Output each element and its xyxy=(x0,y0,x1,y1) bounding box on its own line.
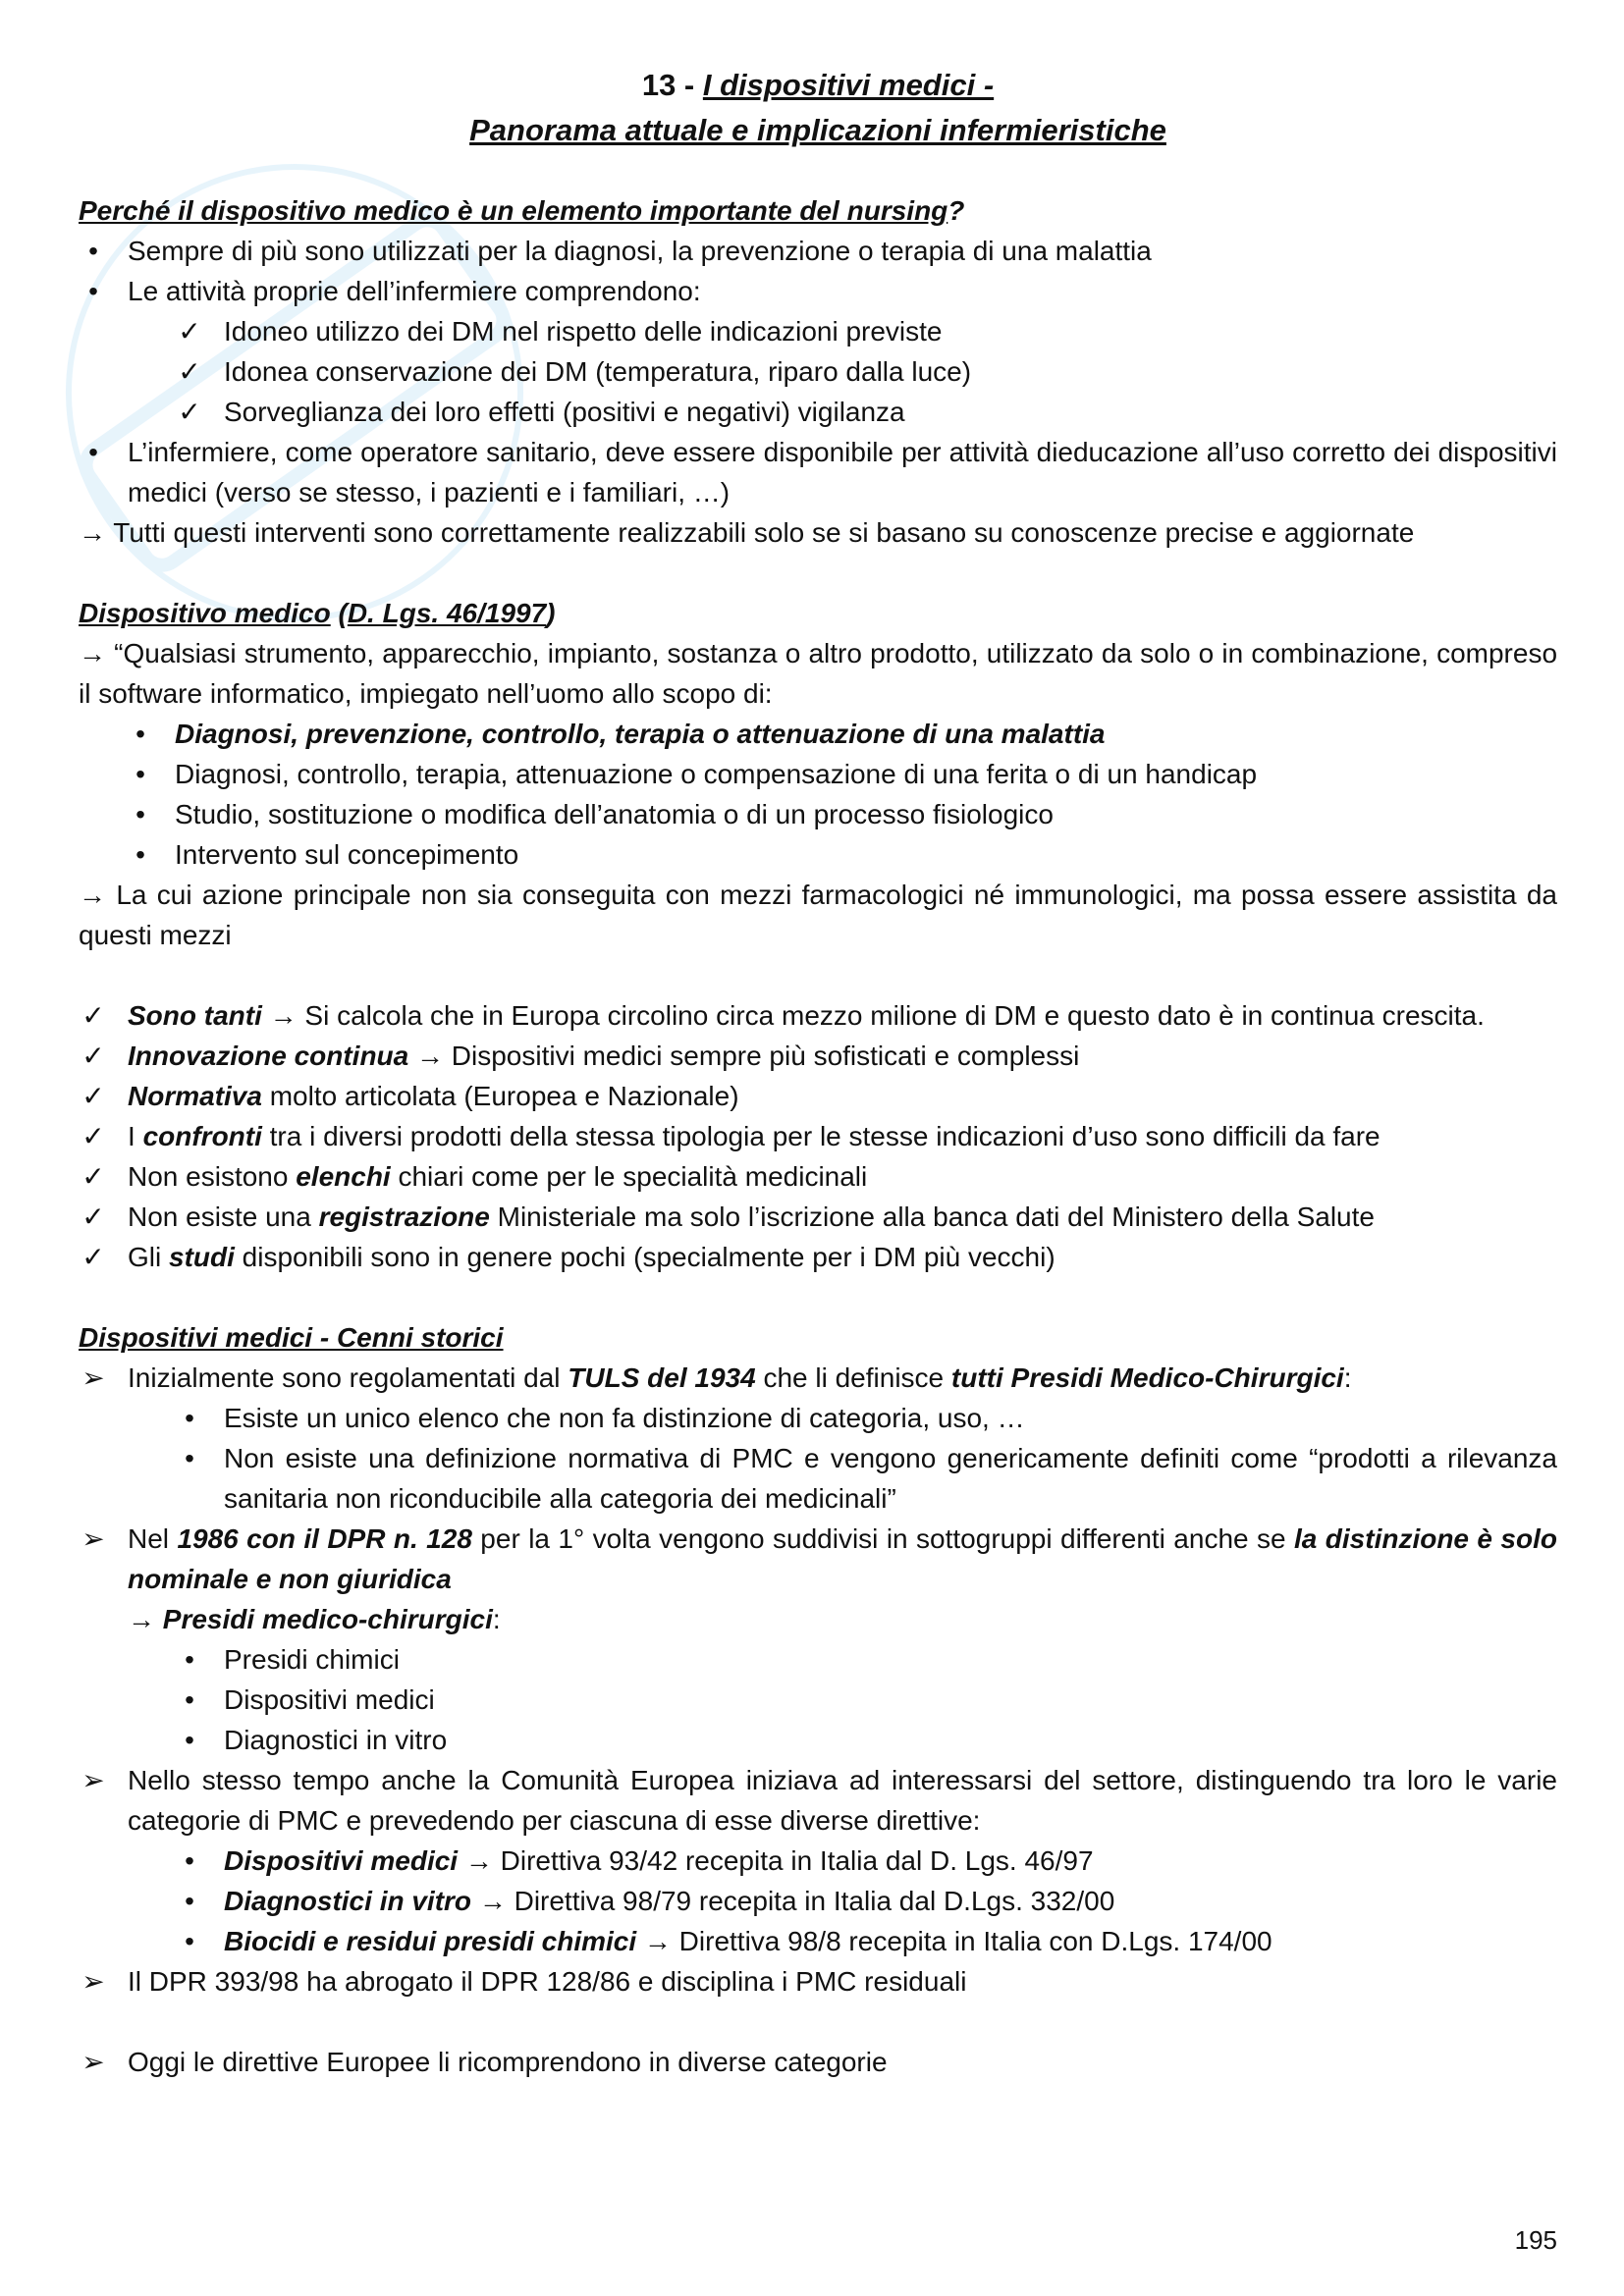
check-item: ✓ Non esistono elenchi chiari come per le specialità medicinali xyxy=(79,1156,1557,1197)
arrow-icon: → xyxy=(79,517,106,548)
page-content xyxy=(79,63,1557,2082)
checkmark-icon: ✓ xyxy=(81,1081,105,1111)
nursing-list xyxy=(79,231,1557,512)
list-item: • L’infermiere, come operatore sanitario, deve essere disponibile per attività dieducazione all’uso corretto dei dispositivi medici (verso se stesso, i pazienti e i familiari, …) xyxy=(79,432,1557,512)
checkmark-icon: ✓ xyxy=(81,1201,105,1232)
bullet-icon: • xyxy=(135,839,145,870)
arrowhead-icon: ➢ xyxy=(81,1523,105,1554)
bullet-icon: • xyxy=(135,759,145,789)
chapter-title-line-1 xyxy=(79,63,1557,108)
checkmark-icon: ✓ xyxy=(81,1242,105,1272)
spacer xyxy=(79,553,1557,593)
bullet-icon: • xyxy=(185,1684,194,1715)
list-item: ➢ Il DPR 393/98 ha abrogato il DPR 128/86 e disciplina i PMC residuali xyxy=(79,1961,1557,2002)
bullet-icon: • xyxy=(185,1845,194,1876)
law-reference: D. Lgs. 46/1997 xyxy=(347,598,547,628)
bullet-icon: • xyxy=(185,1886,194,1916)
bullet-icon: • xyxy=(135,719,145,749)
arrow-icon: → xyxy=(79,638,106,668)
list-item: • Le attività proprie dell’infermiere comprendono: xyxy=(79,271,1557,311)
purpose-list xyxy=(79,714,1557,875)
arrow-icon: → xyxy=(128,1604,155,1634)
list-item: • Esiste un unico elenco che non fa distinzione di categoria, uso, … xyxy=(79,1398,1557,1438)
bullet-icon: • xyxy=(185,1725,194,1755)
list-item: • Diagnostici in vitro → Direttiva 98/79 recepita in Italia dal D.Lgs. 332/00 xyxy=(79,1881,1557,1921)
check-item: ✓ Normativa molto articolata (Europea e Nazionale) xyxy=(79,1076,1557,1116)
section-heading-history: Dispositivi medici - Cenni storici xyxy=(79,1322,504,1353)
list-item: • Dispositivi medici → Direttiva 93/42 recepita in Italia dal D. Lgs. 46/97 xyxy=(79,1841,1557,1881)
arrow-icon: → xyxy=(643,1926,672,1956)
spacer xyxy=(79,2002,1557,2042)
checkmark-icon: ✓ xyxy=(81,1000,105,1031)
history-list xyxy=(79,1358,1557,2002)
history-conclusion xyxy=(79,2042,1557,2082)
list-item: ➢ Nel 1986 con il DPR n. 128 per la 1° volta vengono suddivisi in sottogruppi differenti anche se la distinzione è solo nominale e non giuridica xyxy=(79,1519,1557,1599)
checkmark-icon: ✓ xyxy=(178,316,201,347)
page-number: 195 xyxy=(1514,2225,1557,2255)
arrow-icon: → xyxy=(464,1845,493,1876)
bullet-icon: • xyxy=(88,437,98,467)
arrowhead-icon: ➢ xyxy=(81,1765,105,1795)
definition-text: → “Qualsiasi strumento, apparecchio, impianto, sostanza o altro prodotto, utilizzato da solo o in combinazione, compreso il software informatico, impiegato nell’uomo allo scopo di: xyxy=(79,638,1558,709)
check-item: ✓ I confronti tra i diversi prodotti della stessa tipologia per le stesse indicazioni d’uso sono difficili da fare xyxy=(79,1116,1557,1156)
list-item: • Diagnosi, prevenzione, controllo, terapia o attenuazione di una malattia xyxy=(79,714,1557,754)
bullet-icon: • xyxy=(135,799,145,829)
check-item: ✓ Sono tanti → Si calcola che in Europa circolino circa mezzo milione di DM e questo dato è in continua crescita. xyxy=(79,995,1557,1036)
spacer xyxy=(79,1277,1557,1317)
list-item: ➢ Nello stesso tempo anche la Comunità Europea iniziava ad interessarsi del settore, distinguendo tra loro le varie categorie di PMC e prevedendo per ciascuna di esse diverse direttive: xyxy=(79,1760,1557,1841)
list-item: • Studio, sostituzione o modifica dell’anatomia o di un processo fisiologico xyxy=(79,794,1557,834)
chapter-title-line-2 xyxy=(79,108,1557,153)
check-item: ✓ Gli studi disponibili sono in genere pochi (specialmente per i DM più vecchi) xyxy=(79,1237,1557,1277)
chapter-subtitle: Panorama attuale e implicazioni infermieristiche xyxy=(469,113,1166,147)
list-item: • Presidi chimici xyxy=(79,1639,1557,1680)
list-item: • Biocidi e residui presidi chimici → Direttiva 98/8 recepita in Italia con D.Lgs. 174/00 xyxy=(79,1921,1557,1961)
arrow-icon: → xyxy=(79,880,106,910)
characteristics-list xyxy=(79,995,1557,1277)
bullet-icon: • xyxy=(88,236,98,266)
section-heading-nursing: Perché il dispositivo medico è un elemento importante del nursing? xyxy=(79,195,965,226)
list-item: • Sempre di più sono utilizzati per la diagnosi, la prevenzione o terapia di una malattia xyxy=(79,231,1557,271)
checkmark-icon: ✓ xyxy=(178,356,201,387)
list-item-subheading: → Presidi medico-chirurgici: xyxy=(128,1604,501,1634)
nursing-note: → Tutti questi interventi sono correttamente realizzabili solo se si basano su conoscenze precise e aggiornate xyxy=(79,517,1415,548)
chapter-number: 13 - xyxy=(641,68,703,102)
bullet-icon: • xyxy=(88,276,98,306)
bullet-icon: • xyxy=(185,1403,194,1433)
definition-note: → La cui azione principale non sia conseguita con mezzi farmacologici né immunologici, ma possa essere assistita da questi mezzi xyxy=(79,880,1557,950)
list-item: • Diagnosi, controllo, terapia, attenuazione o compensazione di una ferita o di un handicap xyxy=(79,754,1557,794)
list-item: ➢ Oggi le direttive Europee li ricomprendono in diverse categorie xyxy=(79,2042,1557,2082)
list-item: • Dispositivi medici xyxy=(79,1680,1557,1720)
chapter-title: I dispositivi medici - xyxy=(702,68,995,102)
list-item: ➢ Inizialmente sono regolamentati dal TULS del 1934 che li definisce tutti Presidi Medico-Chirurgici: xyxy=(79,1358,1557,1398)
checkmark-icon: ✓ xyxy=(81,1121,105,1151)
spacer xyxy=(79,153,1557,190)
check-item: ✓ Idonea conservazione dei DM (temperatura, riparo dalla luce) xyxy=(79,351,1557,392)
checkmark-icon: ✓ xyxy=(178,397,201,427)
check-item: ✓ Innovazione continua → Dispositivi medici sempre più sofisticati e complessi xyxy=(79,1036,1557,1076)
arrowhead-icon: ➢ xyxy=(81,2047,105,2077)
arrow-icon: → xyxy=(416,1041,445,1071)
check-item: ✓ Non esiste una registrazione Ministeriale ma solo l’iscrizione alla banca dati del Ministero della Salute xyxy=(79,1197,1557,1237)
checkmark-icon: ✓ xyxy=(81,1041,105,1071)
bullet-icon: • xyxy=(185,1926,194,1956)
list-item: • Non esiste una definizione normativa di PMC e vengono genericamente definiti come “prodotti a rilevanza sanitaria non riconducibile alla categoria dei medicinali” xyxy=(79,1438,1557,1519)
checkmark-icon: ✓ xyxy=(81,1161,105,1192)
arrowhead-icon: ➢ xyxy=(81,1362,105,1393)
check-item: ✓ Sorveglianza dei loro effetti (positivi e negativi) vigilanza xyxy=(79,392,1557,432)
bullet-icon: • xyxy=(185,1443,194,1473)
arrowhead-icon: ➢ xyxy=(81,1966,105,1997)
check-item: ✓ Idoneo utilizzo dei DM nel rispetto delle indicazioni previste xyxy=(79,311,1557,351)
arrow-icon: → xyxy=(478,1886,507,1916)
list-item: • Diagnostici in vitro xyxy=(79,1720,1557,1760)
arrow-icon: → xyxy=(269,1000,298,1031)
bullet-icon: • xyxy=(185,1644,194,1675)
section-heading-definition: Dispositivo medico (D. Lgs. 46/1997) xyxy=(79,598,556,628)
spacer xyxy=(79,955,1557,995)
list-item: • Intervento sul concepimento xyxy=(79,834,1557,875)
